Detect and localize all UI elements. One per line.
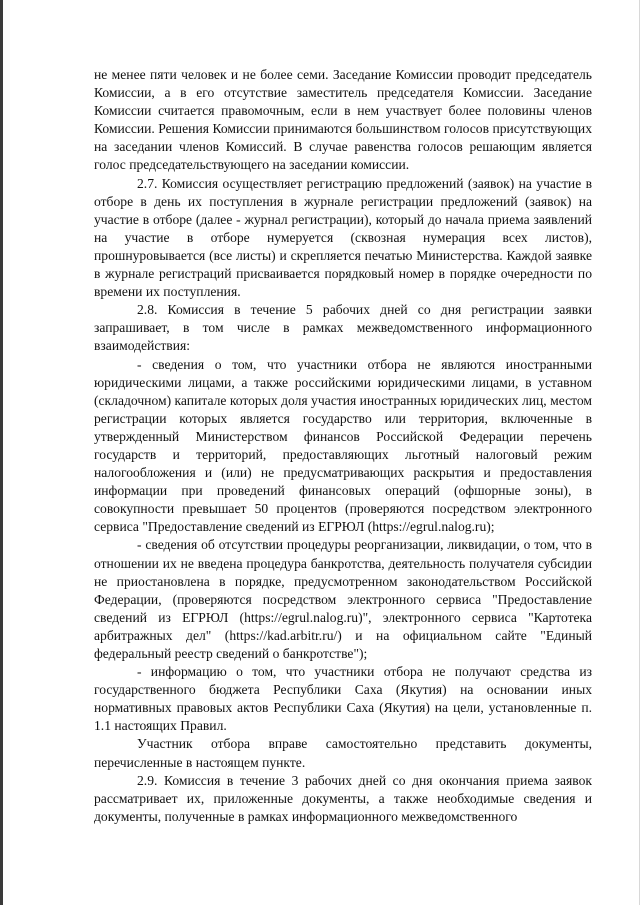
paragraph-2-8: 2.8. Комиссия в течение 5 рабочих дней со дня регистрации заявки запрашивает, в том числе в рамках межведомственного информационного взаимодействия: <box>94 302 592 354</box>
scan-left-edge <box>0 0 3 905</box>
paragraph-reorganization-info: - сведения об отсутствии процедуры реорганизации, ликвидации, о том, что в отношении их не введена процедура банкротства, деятельность получателя субсидии не приостановлена в порядке, предусмотренном законодательством Российской Федерации, (проверяются посредством электронного сервиса "Предоставление сведений из ЕГРЮЛ (https://egrul.nalog.ru)", электронного сервиса "Картотека арбитражных дел" (https://kad.arbitr.ru/) и на официальном сайте "Единый федеральный реестр сведений о банкротстве"); <box>94 537 592 661</box>
paragraph-2-9: 2.9. Комиссия в течение 3 рабочих дней со дня окончания приема заявок рассматривает их, приложенные документы, а также необходимые сведения и документы, полученные в рамках информационного межведомственного <box>94 772 592 824</box>
document-page <box>94 66 592 826</box>
paragraph-2-7: 2.7. Комиссия осуществляет регистрацию предложений (заявок) на участие в отборе в день их поступления в журнале регистрации предложений (заявок) на участие в отборе (далее - журнал регистрации), который до начала приема заявлений на участие в отборе нумеруется (сквозная нумерация всех листов), прошнуровывается (все листы) и скрепляется печатью Министерства. Каждой заявке в журнале регистраций присваивается порядковый номер в порядке очередности по времени их поступления. <box>94 175 592 300</box>
paragraph-budget-funds-info: - информацию о том, что участники отбора не получают средства из государственного бюджета Республики Саха (Якутия) на основании иных нормативных правовых актов Республики Саха (Якутия) на цели, установленные п. 1.1 настоящих Правил. <box>94 664 592 734</box>
paragraph-commission-composition: не менее пяти человек и не более семи. Заседание Комиссии проводит председатель Комиссии, а в его отсутствие заместитель председателя Комиссии. Заседание Комиссии считается правомочным, если в нем участвует более половины членов Комиссии. Решения Комиссии принимаются большинством голосов присутствующих на заседании членов Комиссий. В случае равенства голосов решающим является голос председательствующего на заседании комиссии. <box>94 67 592 173</box>
paragraph-self-submission: Участник отбора вправе самостоятельно представить документы, перечисленные в настоящем пункте. <box>94 736 592 770</box>
paragraph-offshore-info: - сведения о том, что участники отбора не являются иностранными юридическими лицами, а также российскими юридическими лицами, в уставном (складочном) капитале которых доля участия иностранных юридических лиц, местом регистрации которых является государство или территория, включенные в утвержденный Министерством финансов Российской Федерации перечень государств и территорий, предоставляющих льготный налоговый режим налогообложения и (или) не предусматривающих раскрытия и предоставления информации при проведений финансовых операций (офшорные зоны), в совокупности превышает 50 процентов (проверяются посредством электронного сервиса "Предоставление сведений из ЕГРЮЛ (https://egrul.nalog.ru); <box>94 356 592 535</box>
